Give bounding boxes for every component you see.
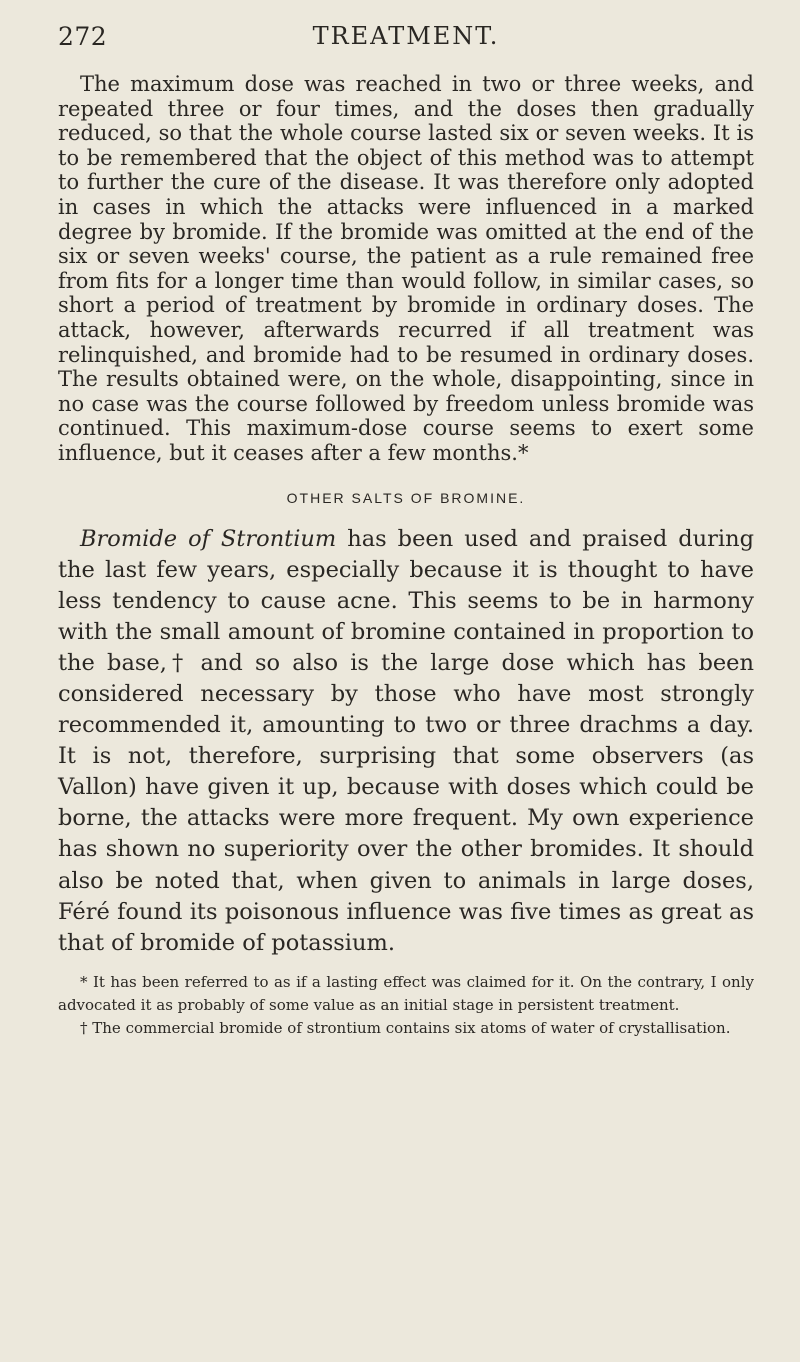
strontium-lead-italic: Bromide of Strontium xyxy=(80,525,337,552)
paragraph-strontium xyxy=(58,524,754,959)
running-head: TREATMENT. xyxy=(312,22,500,50)
footnote-asterisk: * It has been referred to as if a lasting effect was claimed for it. On the contrary, I only advocated it as probably of some value as an initial stage in persistent treatment. xyxy=(58,972,754,1014)
strontium-text: has been used and praised during the last few years, especially because it is thought to have less tendency to cause acne. This seems to be in harmony with the small amount of bromine contained in proportion to the base,† and so also is the large dose which has been considered necessary by those who have most strongly recommended it, amounting to two or three drachms a day. It is not, therefore, surprising that some observers (as Vallon) have given it up, because with doses which could be borne, the attacks were more frequent. My own experience has shown no superiority over the other bromides. It should also be noted that, when given to animals in large doses, Féré found its poisonous influence was five times as great as that of bromide of potassium. xyxy=(58,525,754,956)
footnote-dagger: † The commercial bromide of strontium contains six atoms of water of crystallisation. xyxy=(80,1018,731,1037)
paragraph-maximum-dose: The maximum dose was reached in two or three weeks, and repeated three or four times, and the doses then gradually reduced, so that the whole course lasted six or seven weeks. It is to be remembered that the object of this method was to attempt to further the cure of the disease. It was therefore only adopted in cases in which the attacks were influenced in a marked degree by bromide. If the bromide was omitted at the end of the six or seven weeks' course, the patient as a rule remained free from fits for a longer time than would follow, in similar cases, so short a period of treatment by bromide in ordinary doses. The attack, however, afterwards recurred if all treatment was relinquished, and bromide had to be resumed in ordinary doses. The results obtained were, on the whole, disappointing, since in no case was the course followed by freedom unless bromide was continued. This maximum-dose course seems to exert some influence, but it ceases after a few months.* xyxy=(58,72,754,465)
section-heading: OTHER SALTS OF BROMINE. xyxy=(286,489,526,506)
footnotes xyxy=(58,971,754,1040)
page-header xyxy=(58,0,754,70)
page-number: 272 xyxy=(58,22,108,51)
